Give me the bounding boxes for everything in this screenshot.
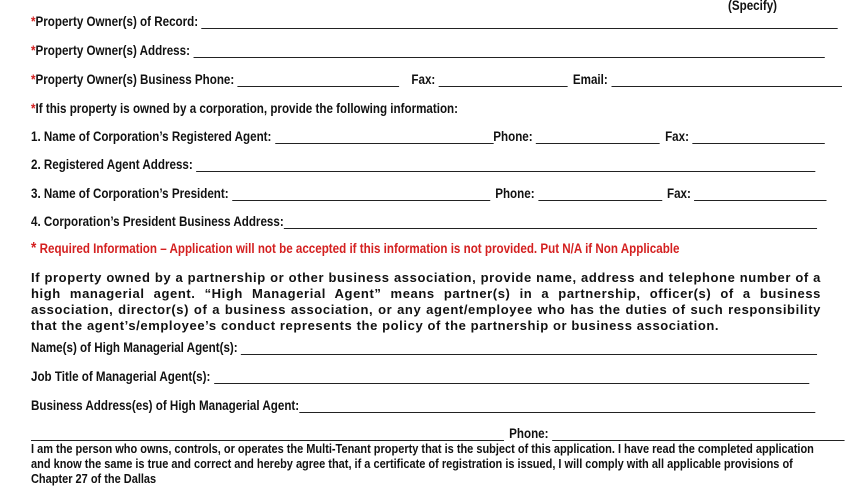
managerial-title-label: Job Title of Managerial Agent(s): xyxy=(31,369,211,384)
owner-record-row xyxy=(31,14,843,29)
agent-address-row xyxy=(31,157,821,172)
required-asterisk: * xyxy=(31,43,36,58)
agent-name-label: 1. Name of Corporation’s Registered Agent: xyxy=(31,129,272,144)
managerial-address-line2-input[interactable] xyxy=(31,427,504,441)
owner-record-label: Property Owner(s) of Record: xyxy=(35,14,199,29)
managerial-phone-row xyxy=(31,426,850,441)
agent-address-input[interactable] xyxy=(196,158,815,172)
owner-fax-input[interactable] xyxy=(439,73,568,87)
president-address-label: 4. Corporation’s President Business Address: xyxy=(31,214,284,229)
required-asterisk: * xyxy=(31,14,36,29)
owner-phone-input[interactable] xyxy=(238,73,400,87)
president-phone-label: Phone: xyxy=(495,186,535,201)
partnership-paragraph: If property owned by a partnership or other business association, provide name, address and telephone number of a high managerial agent. “High Managerial Agent” means partner(s) in a partnership, officer(s) of a business association, director(s) of a business association, or any agent/employee who has the duties of such responsibility that the agent’s/employee’s conduct represents the policy of the partnership or business association. xyxy=(31,270,821,333)
agent-fax-input[interactable] xyxy=(692,130,824,144)
managerial-address-label: Business Address(es) of High Managerial Agent: xyxy=(31,398,300,413)
agent-phone-input[interactable] xyxy=(536,130,660,144)
owner-address-row xyxy=(31,43,830,58)
owner-email-input[interactable] xyxy=(611,73,841,87)
owner-address-label: Property Owner(s) Address: xyxy=(35,43,190,58)
president-fax-label: Fax: xyxy=(667,186,691,201)
managerial-names-row xyxy=(31,340,822,355)
president-phone-input[interactable] xyxy=(538,187,662,201)
agent-row xyxy=(31,129,830,144)
managerial-address-input[interactable] xyxy=(299,399,815,413)
agent-name-input[interactable] xyxy=(275,130,493,144)
president-address-row xyxy=(31,214,822,229)
owner-fax-label: Fax: xyxy=(411,72,436,87)
agent-phone-label: Phone: xyxy=(493,129,533,144)
certification-text: I am the person who owns, controls, or operates the Multi-Tenant property that is the subject of this application. I have read the completed application and know the same is true and correct and hereby agree that, if a certificate of registration is issued, I will comply with all applicable provisions of Chapter 27 of the Dallas xyxy=(31,441,814,486)
president-fax-input[interactable] xyxy=(694,187,826,201)
required-asterisk: * xyxy=(31,101,36,116)
owner-contact-row xyxy=(31,72,847,87)
required-asterisk: * xyxy=(31,240,37,257)
corporation-intro: If this property is owned by a corporation, provide the following information: xyxy=(35,101,459,116)
owner-address-input[interactable] xyxy=(193,44,824,58)
managerial-address-row xyxy=(31,398,820,413)
president-row xyxy=(31,186,832,201)
managerial-title-row xyxy=(31,369,814,384)
managerial-names-label: Name(s) of High Managerial Agent(s): xyxy=(31,340,238,355)
managerial-names-input[interactable] xyxy=(241,341,817,355)
president-name-input[interactable] xyxy=(232,187,490,201)
president-name-label: 3. Name of Corporation’s President: xyxy=(31,186,229,201)
managerial-phone-label: Phone: xyxy=(509,426,549,441)
owner-email-label: Email: xyxy=(572,72,608,87)
specify-label: (Specify) xyxy=(728,0,778,13)
owner-record-input[interactable] xyxy=(202,15,838,29)
managerial-phone-input[interactable] xyxy=(552,427,844,441)
managerial-title-input[interactable] xyxy=(214,370,809,384)
corporation-intro-row xyxy=(31,101,458,116)
president-address-input[interactable] xyxy=(284,215,817,229)
owner-phone-label: Property Owner(s) Business Phone: xyxy=(35,72,235,87)
required-note-text: Required Information – Application will not be accepted if this information is not provided. Put N/A if Non Applicable xyxy=(39,241,680,256)
agent-fax-label: Fax: xyxy=(665,129,689,144)
required-info-note xyxy=(31,240,679,258)
agent-address-label: 2. Registered Agent Address: xyxy=(31,157,193,172)
required-asterisk: * xyxy=(31,72,36,87)
